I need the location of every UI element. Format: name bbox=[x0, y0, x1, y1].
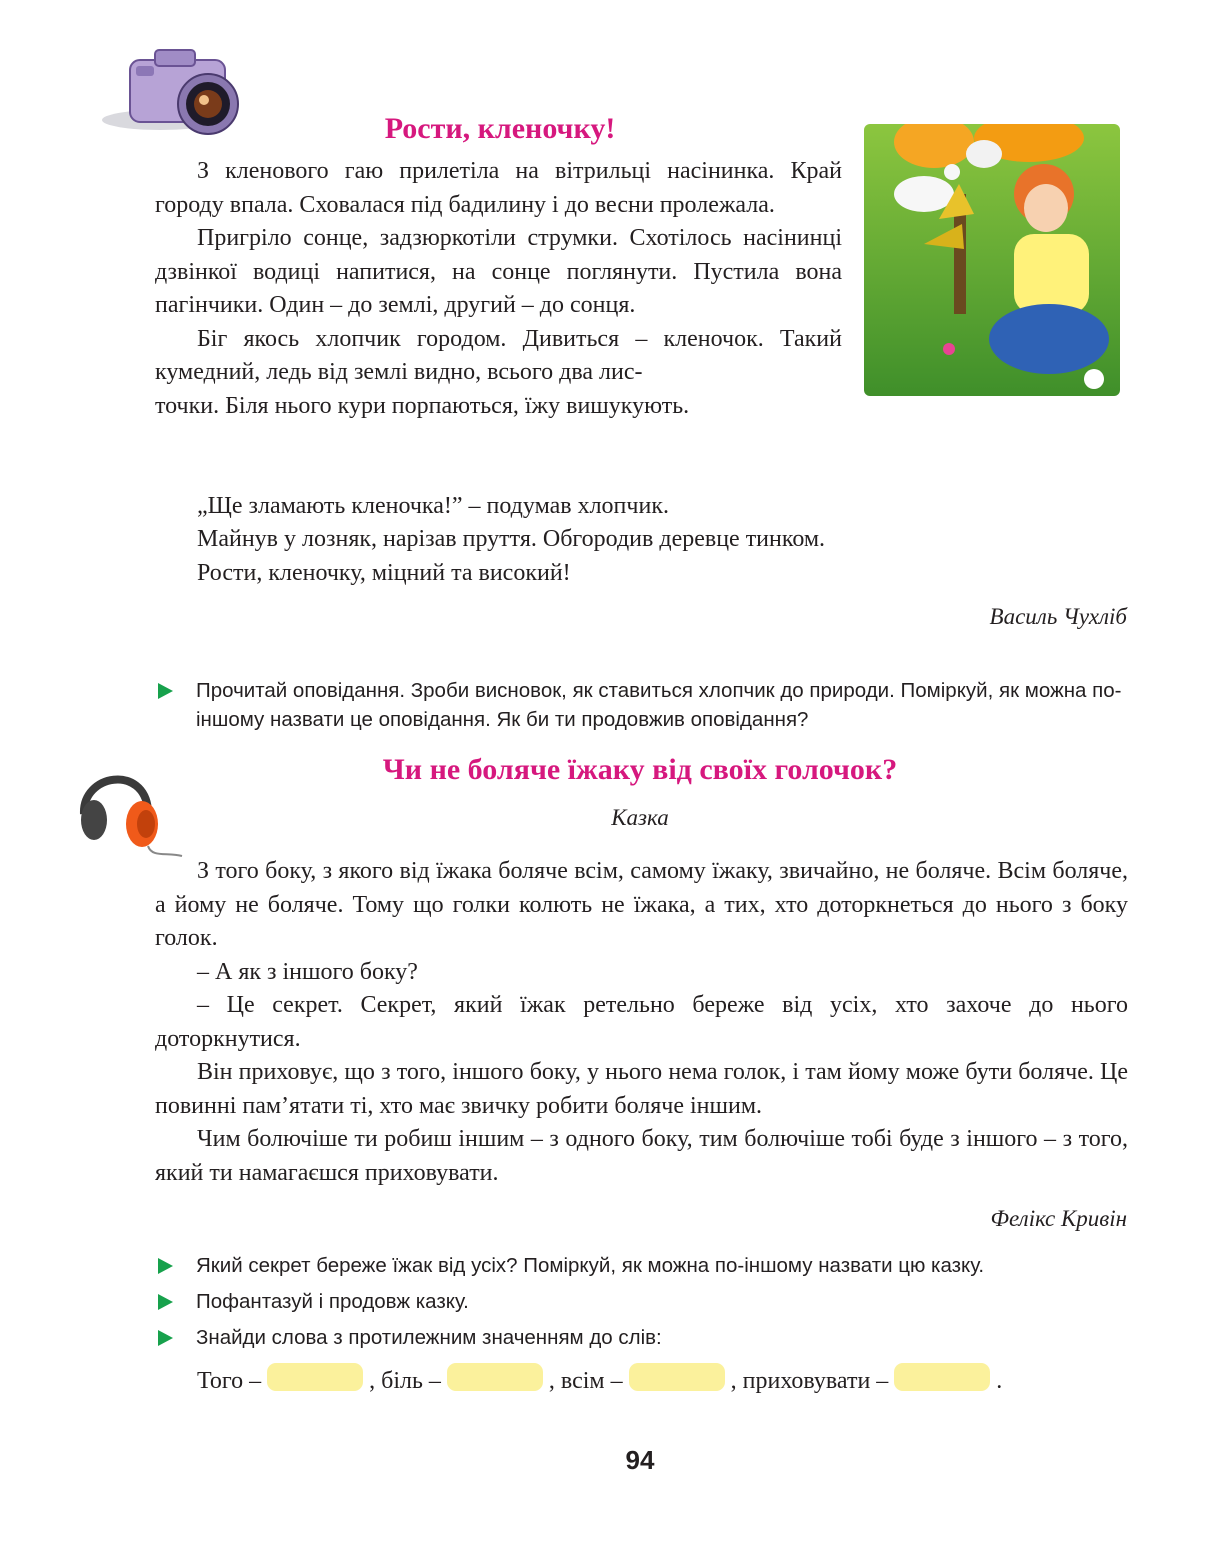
page-number: 94 bbox=[625, 1445, 655, 1475]
exercise-word: , біль – bbox=[369, 1368, 441, 1394]
paragraph: Чим болючіше ти робиш іншим – з одного боку, тим болючіше тобі буде з іншого – з того, який ти намагаєшся приховувати. bbox=[155, 1126, 1128, 1186]
paragraph: Біг якось хлопчик городом. Дивиться – кленочок. Такий кумедний, ледь від землі видно, всього два лис- bbox=[155, 325, 842, 385]
author: Фелікс Кривін bbox=[990, 1206, 1127, 1231]
paragraph: точки. Біля нього кури порпаються, їжу вишукують. bbox=[155, 392, 690, 419]
text-line: Рости, кленочку, міцний та високий! bbox=[197, 560, 571, 586]
text-line: „Ще зламають кленочка!” – подумав хлопчик. bbox=[197, 493, 669, 519]
paragraph: – А як з іншого боку? bbox=[197, 958, 418, 985]
camera-icon bbox=[100, 40, 250, 140]
story-title: Чи не боляче їжаку від своїх голочок? bbox=[382, 753, 898, 786]
story-illustration bbox=[864, 124, 1120, 396]
paragraph: З кленового гаю прилетіла на вітрильці насінинка. Край городу впала. Сховалася під бадилину і до весни пролежала. bbox=[155, 158, 842, 218]
text-line: Майнув у лозняк, нарізав пруття. Обгородив деревце тинком. bbox=[197, 526, 826, 552]
answer-blank[interactable] bbox=[267, 1363, 363, 1391]
task-text: Який секрет береже їжак від усіх? Поміркуй, як можна по-іншому назвати цю казку. bbox=[196, 1254, 985, 1277]
genre-label: Казка bbox=[611, 805, 669, 830]
story-text bbox=[155, 855, 1128, 1190]
paragraph: З того боку, з якого від їжака боляче всім, самому їжаку, звичайно, не боляче. Всім боляче, а йому не боляче. Тому що голки колють не їжака, а тих, хто доторкнеться до нього з боку голок. bbox=[155, 858, 1128, 951]
bullet-icon bbox=[158, 1330, 173, 1346]
story-text bbox=[155, 155, 842, 423]
task-text: Знайди слова з протилежним значенням до слів: bbox=[196, 1326, 662, 1349]
bullet-icon bbox=[158, 683, 173, 699]
exercise-word: , приховувати – bbox=[730, 1368, 889, 1394]
answer-blank[interactable] bbox=[629, 1363, 725, 1391]
task-text: Пофантазуй і продовж казку. bbox=[196, 1290, 469, 1313]
task-text: Прочитай оповідання. Зроби висновок, як ставиться хлопчик до природи. Поміркуй, як можна по-іншому назвати це оповідання. Як би ти продовжив оповідання? bbox=[196, 679, 1122, 731]
exercise-end: . bbox=[996, 1368, 1003, 1394]
bullet-icon bbox=[158, 1294, 173, 1310]
paragraph: Пригріло сонце, задзюркотіли струмки. Схотілось насінинці дзвінкої водиці напитися, на сонце поглянути. Пустила вона пагінчики. Один – до землі, другий – до сонця. bbox=[155, 225, 842, 318]
paragraph: – Це секрет. Секрет, який їжак ретельно береже від усіх, хто захоче до нього доторкнутися. bbox=[155, 992, 1128, 1052]
headphones-icon bbox=[72, 758, 184, 862]
story-title: Рости, кленочку! bbox=[384, 112, 616, 145]
exercise-word: Того – bbox=[197, 1368, 262, 1394]
answer-blank[interactable] bbox=[447, 1363, 543, 1391]
exercise-word: , всім – bbox=[548, 1368, 623, 1394]
author: Василь Чухліб bbox=[989, 604, 1127, 629]
answer-blank[interactable] bbox=[894, 1363, 990, 1391]
bullet-icon bbox=[158, 1258, 173, 1274]
antonym-exercise bbox=[197, 1363, 1002, 1399]
paragraph: Він приховує, що з того, іншого боку, у нього нема голок, і там йому може бути боляче. Це повинні пам’ятати ті, хто має звичку робити боляче іншим. bbox=[155, 1059, 1128, 1119]
